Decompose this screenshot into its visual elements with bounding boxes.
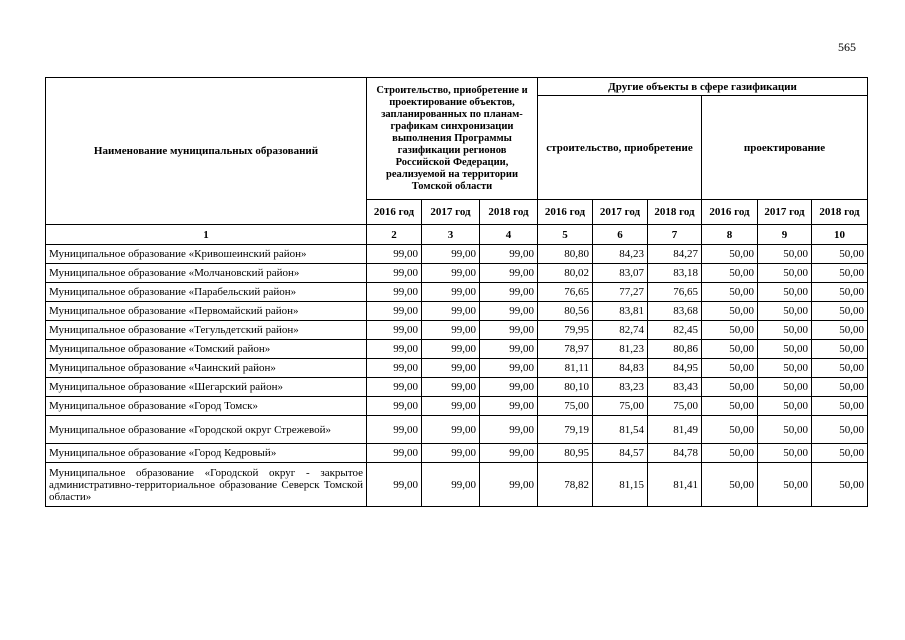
municipality-name-cell: Муниципальное образование «Молчановский район»: [46, 264, 367, 283]
value-cell: 83,23: [593, 378, 648, 397]
value-cell: 80,80: [538, 245, 593, 264]
table-row: [46, 397, 868, 416]
value-cell: 50,00: [702, 444, 758, 463]
value-cell: 99,00: [367, 397, 422, 416]
value-cell: 50,00: [758, 378, 812, 397]
value-cell: 50,00: [812, 463, 868, 507]
municipality-name-cell: Муниципальное образование «Городской округ - закрытое административно-территориальное образование Северск Томской области»: [46, 463, 367, 507]
value-cell: 76,65: [648, 283, 702, 302]
value-cell: 83,18: [648, 264, 702, 283]
value-cell: 50,00: [812, 397, 868, 416]
value-cell: 99,00: [367, 416, 422, 444]
value-cell: 50,00: [812, 416, 868, 444]
column-number-cell: 4: [480, 225, 538, 245]
value-cell: 80,56: [538, 302, 593, 321]
table-row: [46, 321, 868, 340]
value-cell: 99,00: [367, 444, 422, 463]
value-cell: 99,00: [480, 283, 538, 302]
value-cell: 50,00: [702, 416, 758, 444]
column-number-cell: 10: [812, 225, 868, 245]
value-cell: 50,00: [812, 359, 868, 378]
table-row: [46, 283, 868, 302]
table-row: [46, 264, 868, 283]
table-body: [46, 245, 868, 507]
municipality-name-cell: Муниципальное образование «Кривошеинский район»: [46, 245, 367, 264]
value-cell: 80,86: [648, 340, 702, 359]
value-cell: 50,00: [702, 302, 758, 321]
value-cell: 50,00: [758, 463, 812, 507]
value-cell: 99,00: [367, 283, 422, 302]
header-year-cell: 2018 год: [812, 200, 868, 225]
value-cell: 50,00: [812, 321, 868, 340]
value-cell: 99,00: [422, 463, 480, 507]
value-cell: 79,95: [538, 321, 593, 340]
table-row: [46, 463, 868, 507]
value-cell: 99,00: [422, 444, 480, 463]
value-cell: 99,00: [367, 302, 422, 321]
column-number-cell: 6: [593, 225, 648, 245]
municipality-name-cell: Муниципальное образование «Шегарский район»: [46, 378, 367, 397]
value-cell: 50,00: [812, 264, 868, 283]
value-cell: 99,00: [422, 264, 480, 283]
value-cell: 81,15: [593, 463, 648, 507]
value-cell: 50,00: [812, 245, 868, 264]
municipality-name-cell: Муниципальное образование «Первомайский район»: [46, 302, 367, 321]
value-cell: 80,02: [538, 264, 593, 283]
header-year-cell: 2017 год: [422, 200, 480, 225]
value-cell: 80,95: [538, 444, 593, 463]
value-cell: 50,00: [758, 416, 812, 444]
value-cell: 99,00: [422, 245, 480, 264]
municipality-name-cell: Муниципальное образование «Парабельский район»: [46, 283, 367, 302]
value-cell: 84,23: [593, 245, 648, 264]
value-cell: 99,00: [422, 359, 480, 378]
value-cell: 82,74: [593, 321, 648, 340]
value-cell: 84,78: [648, 444, 702, 463]
value-cell: 99,00: [480, 321, 538, 340]
value-cell: 50,00: [702, 340, 758, 359]
value-cell: 77,27: [593, 283, 648, 302]
municipality-name-cell: Муниципальное образование «Томский район»: [46, 340, 367, 359]
header-year-cell: 2016 год: [702, 200, 758, 225]
value-cell: 79,19: [538, 416, 593, 444]
municipality-name-cell: Муниципальное образование «Тегульдетский район»: [46, 321, 367, 340]
municipality-name-cell: Муниципальное образование «Город Томск»: [46, 397, 367, 416]
value-cell: 81,23: [593, 340, 648, 359]
gasification-table: [45, 77, 868, 507]
value-cell: 99,00: [480, 340, 538, 359]
value-cell: 50,00: [758, 340, 812, 359]
value-cell: 81,54: [593, 416, 648, 444]
value-cell: 80,10: [538, 378, 593, 397]
column-number-cell: 1: [46, 225, 367, 245]
column-number-cell: 8: [702, 225, 758, 245]
value-cell: 50,00: [758, 264, 812, 283]
value-cell: 99,00: [422, 397, 480, 416]
value-cell: 76,65: [538, 283, 593, 302]
header-year-cell: 2017 год: [593, 200, 648, 225]
value-cell: 99,00: [367, 245, 422, 264]
value-cell: 50,00: [758, 283, 812, 302]
value-cell: 99,00: [480, 359, 538, 378]
value-cell: 99,00: [367, 340, 422, 359]
value-cell: 50,00: [702, 321, 758, 340]
table-row: [46, 444, 868, 463]
column-number-cell: 7: [648, 225, 702, 245]
column-number-cell: 5: [538, 225, 593, 245]
value-cell: 83,81: [593, 302, 648, 321]
header-other-objects: Другие объекты в сфере газификации: [538, 78, 868, 96]
value-cell: 99,00: [422, 283, 480, 302]
value-cell: 99,00: [480, 463, 538, 507]
value-cell: 50,00: [702, 463, 758, 507]
column-number-cell: 2: [367, 225, 422, 245]
table-row: [46, 302, 868, 321]
value-cell: 99,00: [480, 416, 538, 444]
header-year-cell: 2016 год: [367, 200, 422, 225]
value-cell: 99,00: [367, 321, 422, 340]
value-cell: 81,49: [648, 416, 702, 444]
value-cell: 83,07: [593, 264, 648, 283]
value-cell: 99,00: [480, 245, 538, 264]
value-cell: 50,00: [702, 283, 758, 302]
municipality-name-cell: Муниципальное образование «Город Кедровый»: [46, 444, 367, 463]
value-cell: 99,00: [480, 444, 538, 463]
column-number-cell: 9: [758, 225, 812, 245]
value-cell: 84,83: [593, 359, 648, 378]
value-cell: 50,00: [758, 444, 812, 463]
value-cell: 99,00: [367, 264, 422, 283]
value-cell: 50,00: [812, 444, 868, 463]
value-cell: 50,00: [812, 302, 868, 321]
value-cell: 50,00: [758, 302, 812, 321]
header-year-cell: 2018 год: [480, 200, 538, 225]
value-cell: 99,00: [422, 416, 480, 444]
header-year-cell: 2017 год: [758, 200, 812, 225]
value-cell: 50,00: [702, 264, 758, 283]
value-cell: 50,00: [702, 245, 758, 264]
table-row: [46, 359, 868, 378]
header-construction-acquisition: строительство, приобретение: [538, 96, 702, 200]
value-cell: 84,57: [593, 444, 648, 463]
value-cell: 50,00: [758, 245, 812, 264]
value-cell: 84,27: [648, 245, 702, 264]
value-cell: 50,00: [812, 378, 868, 397]
value-cell: 83,68: [648, 302, 702, 321]
value-cell: 99,00: [480, 378, 538, 397]
value-cell: 99,00: [480, 397, 538, 416]
value-cell: 99,00: [367, 378, 422, 397]
table-header: [46, 78, 868, 245]
value-cell: 99,00: [422, 302, 480, 321]
table-row: [46, 245, 868, 264]
value-cell: 99,00: [367, 359, 422, 378]
value-cell: 50,00: [758, 321, 812, 340]
value-cell: 99,00: [422, 340, 480, 359]
value-cell: 50,00: [812, 283, 868, 302]
value-cell: 75,00: [648, 397, 702, 416]
value-cell: 50,00: [702, 397, 758, 416]
value-cell: 50,00: [812, 340, 868, 359]
value-cell: 99,00: [367, 463, 422, 507]
value-cell: 75,00: [538, 397, 593, 416]
value-cell: 99,00: [480, 264, 538, 283]
value-cell: 81,41: [648, 463, 702, 507]
value-cell: 82,45: [648, 321, 702, 340]
header-municipality-name: Наименование муниципальных образований: [46, 78, 367, 225]
value-cell: 50,00: [702, 359, 758, 378]
value-cell: 83,43: [648, 378, 702, 397]
table-row: [46, 378, 868, 397]
header-year-cell: 2016 год: [538, 200, 593, 225]
municipality-name-cell: Муниципальное образование «Чаинский район»: [46, 359, 367, 378]
municipality-name-cell: Муниципальное образование «Городской округ Стрежевой»: [46, 416, 367, 444]
value-cell: 78,97: [538, 340, 593, 359]
value-cell: 50,00: [758, 397, 812, 416]
value-cell: 81,11: [538, 359, 593, 378]
table-row: [46, 340, 868, 359]
value-cell: 50,00: [758, 359, 812, 378]
value-cell: 78,82: [538, 463, 593, 507]
header-sync-construction: Строительство, приобретение и проектирование объектов, запланированных по планам-графикам синхронизации выполнения Программы газификации регионов Российской Федерации, реализуемой на территории Томской области: [367, 78, 538, 200]
page-number: 565: [838, 40, 856, 54]
value-cell: 99,00: [480, 302, 538, 321]
header-year-cell: 2018 год: [648, 200, 702, 225]
table-row: [46, 416, 868, 444]
value-cell: 50,00: [702, 378, 758, 397]
value-cell: 84,95: [648, 359, 702, 378]
value-cell: 99,00: [422, 321, 480, 340]
value-cell: 99,00: [422, 378, 480, 397]
column-number-cell: 3: [422, 225, 480, 245]
header-design: проектирование: [702, 96, 868, 200]
value-cell: 75,00: [593, 397, 648, 416]
